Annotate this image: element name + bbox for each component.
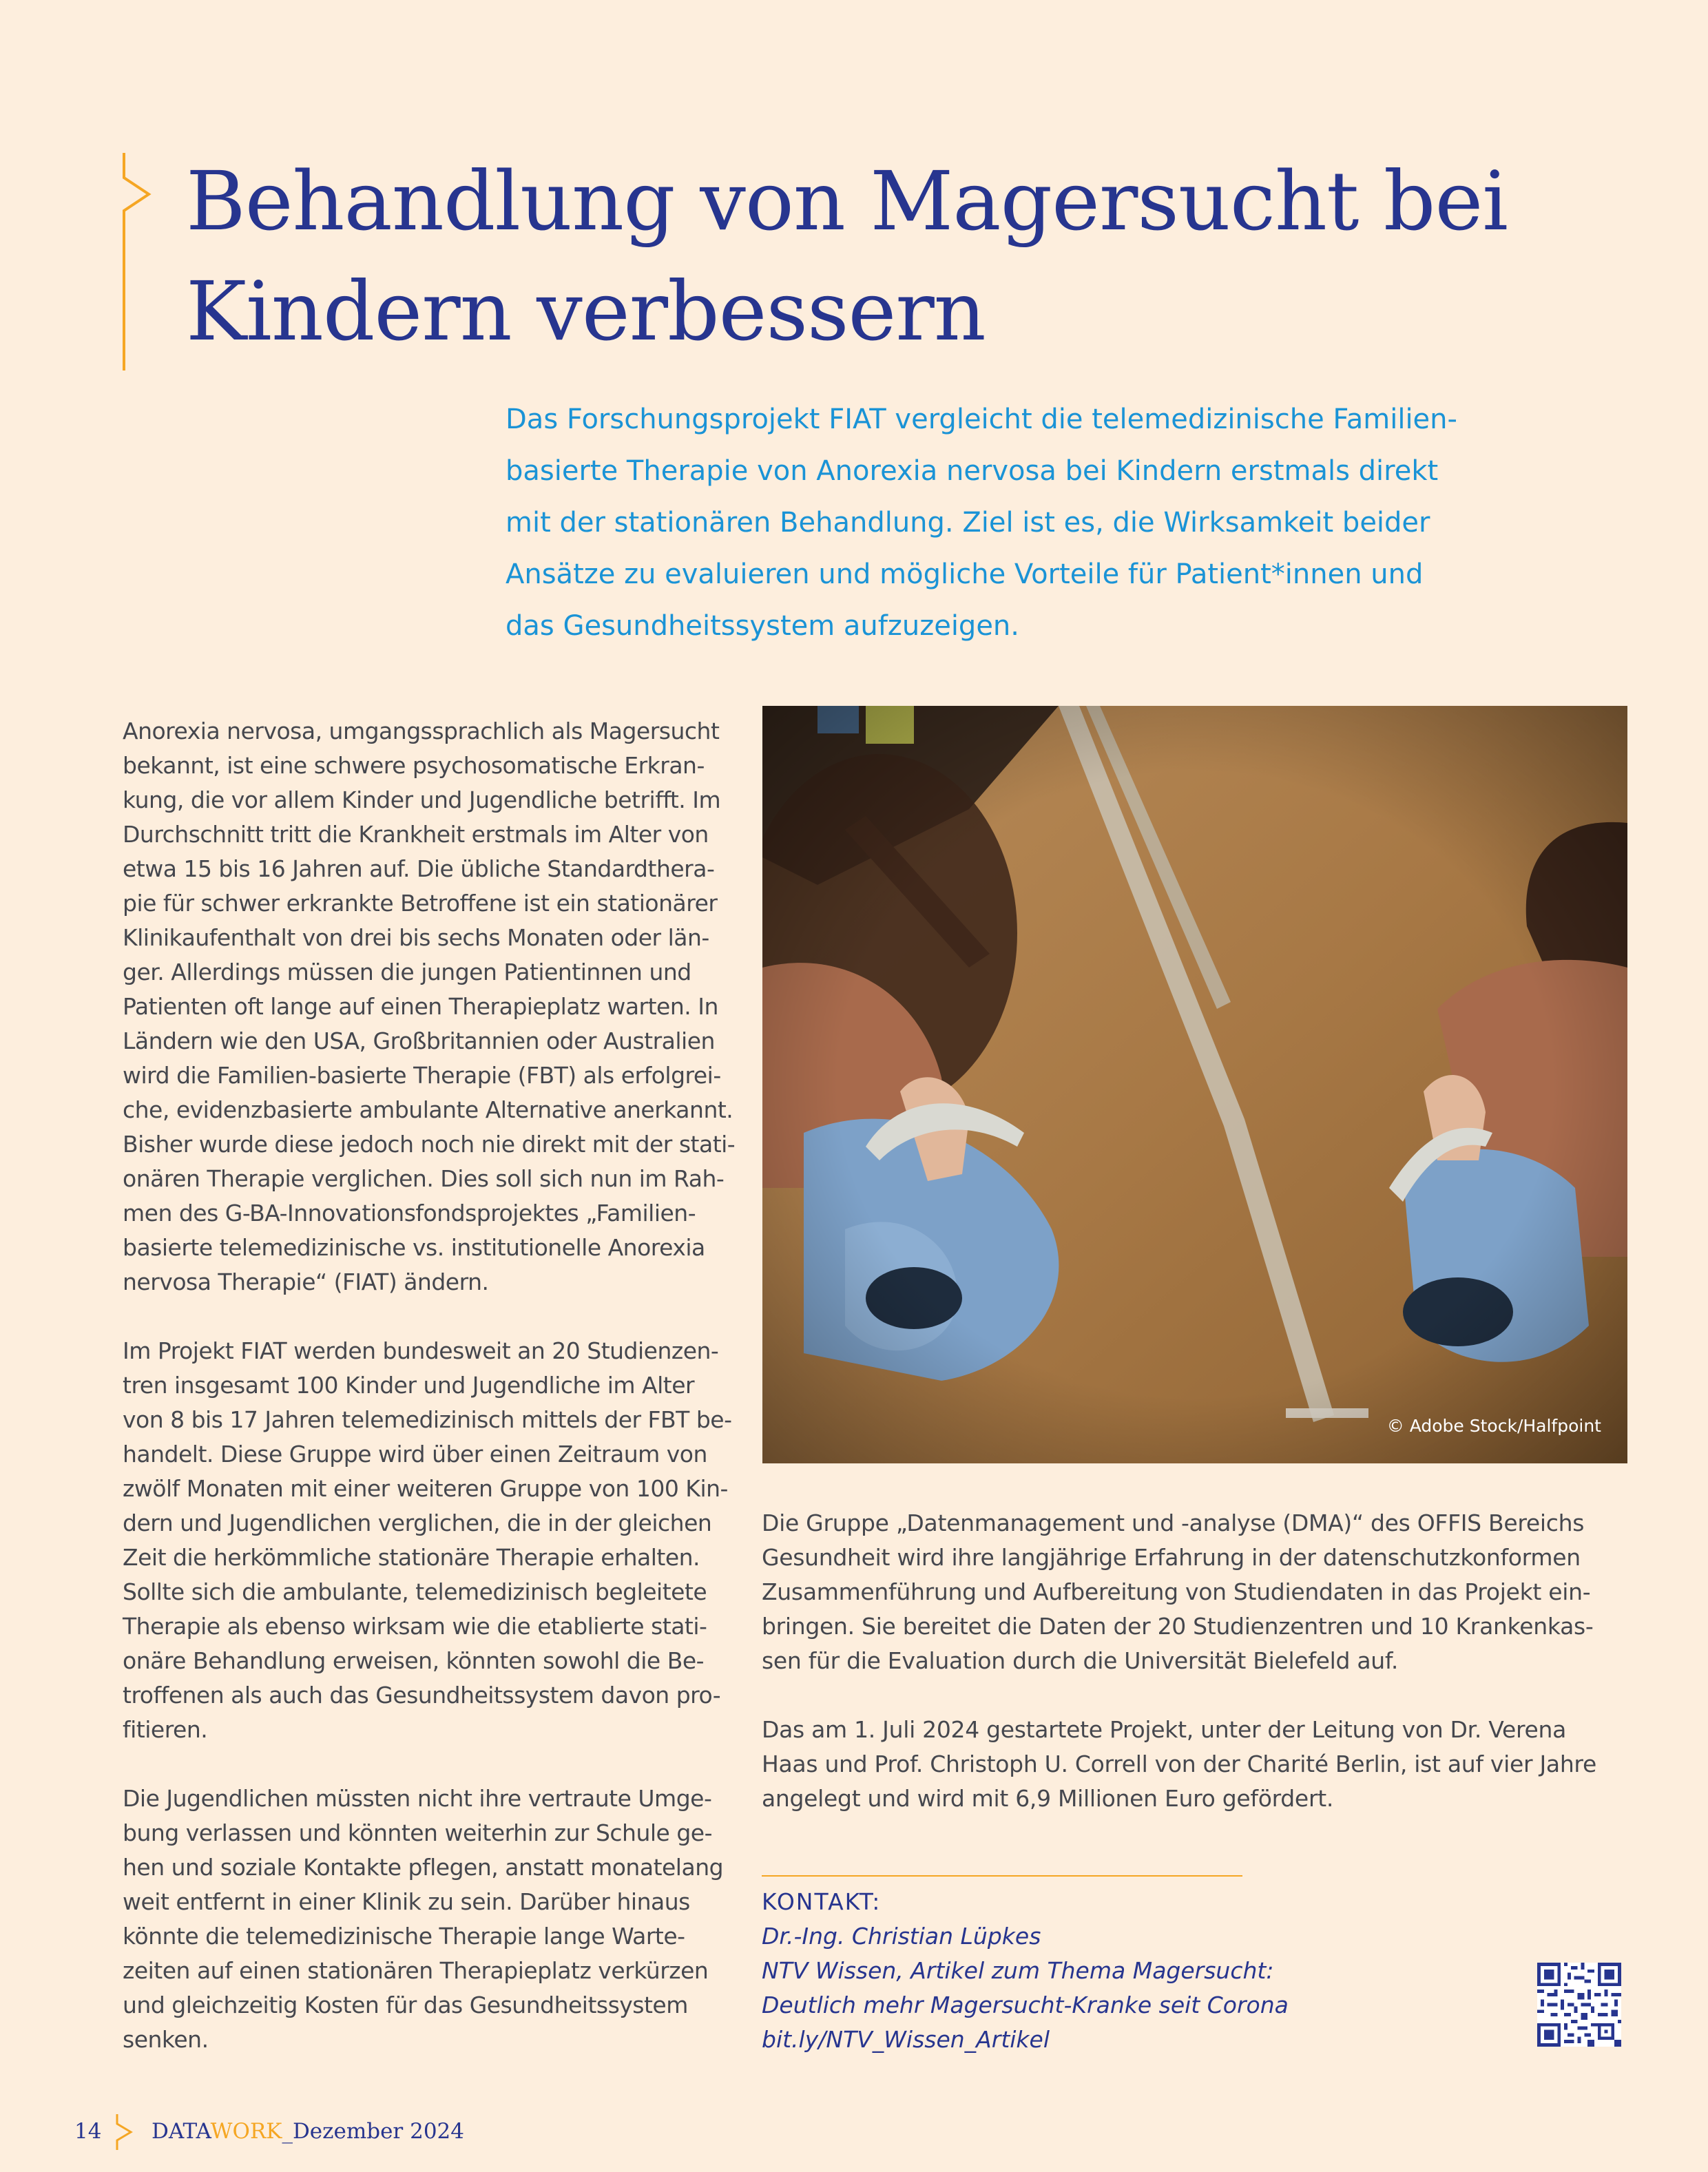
contact-link-title: Deutlich mehr Magersucht-Kranke seit Corona [762, 1992, 1289, 2018]
contact-divider [762, 1875, 1242, 1877]
text-line: tren insgesamt 100 Kinder und Jugendliche im Alter [123, 1372, 695, 1399]
lead-line: mit der stationären Behandlung. Ziel ist es, die Wirksamkeit beider [506, 507, 1430, 539]
text-line: Klinikaufenthalt von drei bis sechs Monaten oder län- [123, 924, 709, 951]
lead-line: Das Forschungsprojekt FIAT vergleicht die telemedizinische Familien- [506, 404, 1457, 435]
lead-line: das Gesundheitssystem aufzuzeigen. [506, 610, 1019, 642]
title-chevron-bracket-icon [121, 152, 156, 372]
text-line: etwa 15 bis 16 Jahren auf. Die übliche Standardthera- [123, 855, 715, 882]
body-paragraph [123, 714, 742, 1299]
qr-code-icon[interactable] [1537, 1963, 1621, 2047]
text-line: Therapie als ebenso wirksam wie die etablierte stati- [123, 1613, 707, 1640]
title-line: Kindern verbessern [186, 264, 986, 359]
text-line: von 8 bis 17 Jahren telemedizinisch mittels der FBT be- [123, 1406, 732, 1433]
contact-block [762, 1885, 1554, 2057]
text-line: zeiten auf einen stationären Therapieplatz verkürzen [123, 1957, 709, 1984]
brand-issue-date: _Dezember 2024 [282, 2119, 464, 2144]
text-line: pie für schwer erkrankte Betroffene ist ein stationärer [123, 890, 718, 917]
photo-credit: © Adobe Stock/Halfpoint [1386, 1416, 1601, 1436]
text-line: könnte die telemedizinische Therapie lange Warte- [123, 1923, 685, 1950]
text-line: Haas und Prof. Christoph U. Correll von der Charité Berlin, ist auf vier Jahre [762, 1751, 1596, 1777]
text-line: bekannt, ist eine schwere psychosomatische Erkran- [123, 752, 705, 779]
text-line: nervosa Therapie“ (FIAT) ändern. [123, 1268, 489, 1295]
text-line: zwölf Monaten mit einer weiteren Gruppe von 100 Kin- [123, 1475, 728, 1502]
text-line: Im Projekt FIAT werden bundesweit an 20 Studienzen- [123, 1337, 719, 1364]
text-line: bung verlassen und könnten weiterhin zur Schule ge- [123, 1819, 712, 1846]
article-photo [762, 706, 1627, 1463]
contact-name: Dr.-Ing. Christian Lüpkes [762, 1923, 1041, 1950]
text-line: Bisher wurde diese jedoch noch nie direkt mit der stati- [123, 1131, 736, 1158]
text-line: und gleichzeitig Kosten für das Gesundheitssystem [123, 1992, 688, 2018]
chevron-right-icon [114, 2113, 135, 2151]
text-line: men des G-BA-Innovationsfondsprojektes „Familien- [123, 1200, 696, 1226]
right-body-column [762, 1506, 1623, 1850]
text-line: sen für die Evaluation durch die Universität Bielefeld auf. [762, 1647, 1399, 1674]
text-line: Ländern wie den USA, Großbritannien oder Australien [123, 1027, 715, 1054]
footer-brand [152, 2114, 464, 2149]
contact-link-intro: NTV Wissen, Artikel zum Thema Magersucht: [762, 1957, 1274, 1984]
body-paragraph [123, 1334, 742, 1747]
text-line: Zusammenführung und Aufbereitung von Studiendaten in das Projekt ein- [762, 1578, 1591, 1605]
text-line: troffenen als auch das Gesundheitssystem davon pro- [123, 1682, 721, 1709]
text-line: Zeit die herkömmliche stationäre Therapie erhalten. [123, 1544, 700, 1571]
lead-line: basierte Therapie von Anorexia nervosa bei Kindern erstmals direkt [506, 455, 1439, 487]
text-line: che, evidenzbasierte ambulante Alternative anerkannt. [123, 1096, 733, 1123]
text-line: onäre Behandlung erweisen, könnten sowohl die Be- [123, 1647, 705, 1674]
text-line: ger. Allerdings müssen die jungen Patientinnen und [123, 959, 691, 985]
brand-data: DATA [152, 2119, 211, 2144]
left-body-column [123, 714, 742, 2091]
text-line: handelt. Diese Gruppe wird über einen Zeitraum von [123, 1441, 707, 1468]
photo-illustration [762, 706, 1627, 1463]
text-line: Das am 1. Juli 2024 gestartete Projekt, unter der Leitung von Dr. Verena [762, 1716, 1567, 1743]
text-line: Durchschnitt tritt die Krankheit erstmals im Alter von [123, 821, 709, 848]
text-line: bringen. Sie bereitet die Daten der 20 Studienzentren und 10 Krankenkas- [762, 1613, 1594, 1640]
article-lead [506, 394, 1518, 652]
text-line: Gesundheit wird ihre langjährige Erfahrung in der datenschutzkonformen [762, 1544, 1581, 1571]
text-line: weit entfernt in einer Klinik zu sein. Darüber hinaus [123, 1888, 690, 1915]
text-line: senken. [123, 2026, 209, 2053]
text-line: fitieren. [123, 1716, 208, 1743]
article-title [186, 146, 1508, 366]
body-paragraph [123, 1782, 742, 2057]
text-line: angelegt und wird mit 6,9 Millionen Euro gefördert. [762, 1785, 1334, 1812]
text-line: Anorexia nervosa, umgangssprachlich als Magersucht [123, 718, 720, 744]
contact-link-url[interactable]: bit.ly/NTV_Wissen_Artikel [762, 2026, 1050, 2053]
body-paragraph [762, 1506, 1623, 1678]
text-line: Die Jugendlichen müssten nicht ihre vertraute Umge- [123, 1785, 712, 1812]
text-line: Die Gruppe „Datenmanagement und -analyse (DMA)“ des OFFIS Bereichs [762, 1510, 1585, 1536]
lead-line: Ansätze zu evaluieren und mögliche Vorteile für Patient*innen und [506, 558, 1424, 590]
text-line: wird die Familien-basierte Therapie (FBT) als erfolgrei- [123, 1062, 721, 1089]
page-number: 14 [74, 2119, 102, 2144]
title-line: Behandlung von Magersucht bei [186, 154, 1508, 249]
text-line: onären Therapie verglichen. Dies soll sich nun im Rah- [123, 1165, 725, 1192]
text-line: kung, die vor allem Kinder und Jugendliche betrifft. Im [123, 786, 721, 813]
text-line: hen und soziale Kontakte pflegen, anstatt monatelang [123, 1854, 724, 1881]
text-line: basierte telemedizinische vs. institutionelle Anorexia [123, 1234, 705, 1261]
text-line: Patienten oft lange auf einen Therapieplatz warten. In [123, 993, 718, 1020]
text-line: Sollte sich die ambulante, telemedizinisch begleitete [123, 1578, 707, 1605]
text-line: dern und Jugendlichen verglichen, die in der gleichen [123, 1510, 712, 1536]
contact-label: KONTAKT: [762, 1888, 882, 1915]
brand-work: WORK [210, 2119, 282, 2144]
body-paragraph [762, 1713, 1623, 1816]
